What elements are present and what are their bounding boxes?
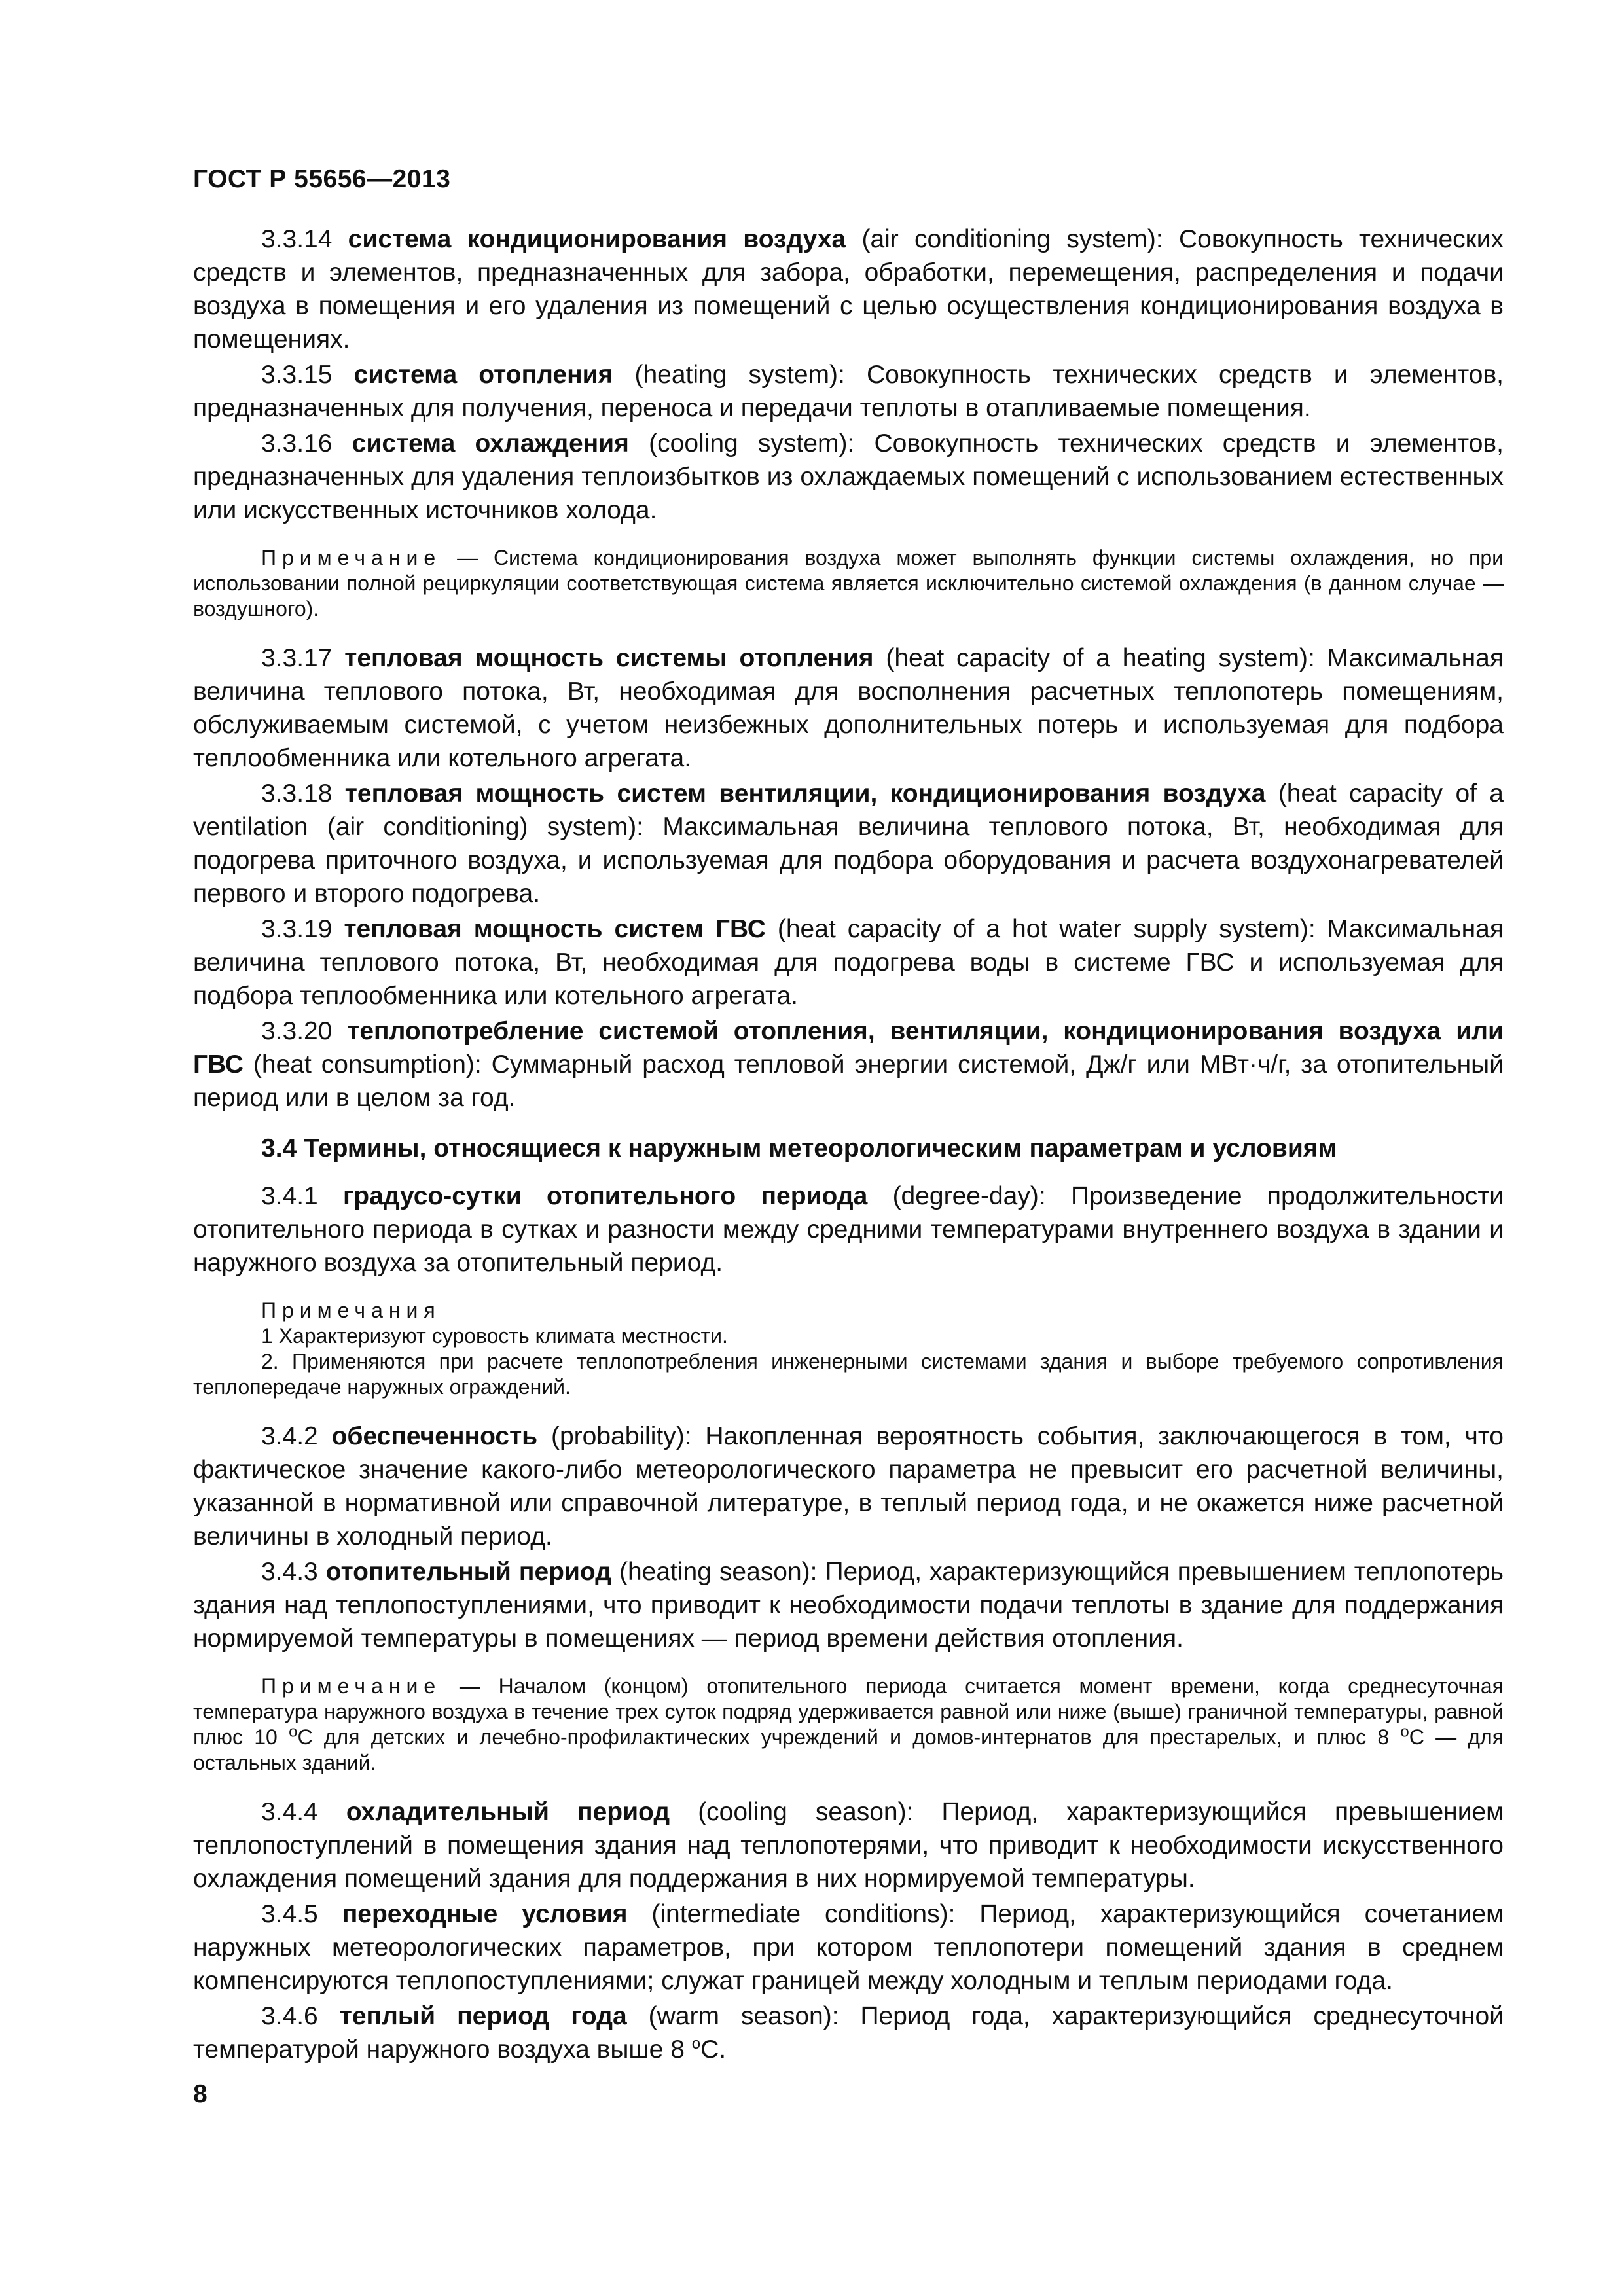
term-definition: (air conditioning system): Совокупность технических средств и элементов, предназначенных для забора, обработки, перемещения, распределения и подачи воздуха в помещения и его удаления из помещений с целью осуществления кондиционирования воздуха в помещениях. (193, 225, 1504, 353)
note-text: — Система кондиционирования воздуха может выполнять функции системы охлаждения, но при использовании полной рециркуляции соответствующая система является исключительно системой охлаждения (в данном случае — воздушного). (193, 546, 1504, 620)
term-title: отопительный период (325, 1558, 611, 1586)
notes-3-4-1 (193, 1298, 1504, 1400)
term-number: 3.3.17 (261, 644, 333, 672)
term-definition-b: С. (700, 2036, 727, 2064)
term-number: 3.3.19 (261, 915, 333, 943)
term-number: 3.4.3 (261, 1558, 318, 1586)
term-title: система отопления (353, 361, 613, 389)
page-number: 8 (193, 2080, 208, 2108)
term-title: система кондиционирования воздуха (348, 225, 846, 253)
term-definition: (heat capacity of a ventilation (air conditioning) system): Максимальная величина теплового потока, Вт, необходимая для подогрева приточного воздуха, и используемая для подбора оборудования и расчета воздухонагревателей первого и второго подогрева. (193, 780, 1504, 908)
term-number: 3.3.14 (261, 225, 333, 253)
term-3-3-17 (193, 641, 1504, 775)
note-3-4-3 (193, 1674, 1504, 1776)
term-3-4-2 (193, 1420, 1504, 1553)
term-title: охладительный период (346, 1798, 670, 1826)
term-definition: (intermediate conditions): Период, характеризующийся сочетанием наружных метеорологических параметров, при котором теплопотери помещений здания в среднем компенсируются теплопоступлениями; служат границей между холодным и теплым периодами года. (193, 1900, 1504, 1995)
note-paragraph (193, 1674, 1504, 1776)
term-number: 3.3.18 (261, 780, 333, 808)
term-definition: (degree-day): Произведение продолжительности отопительного периода в сутках и разности между средними температурами внутреннего воздуха в здании и наружного воздуха за отопительный период. (193, 1182, 1504, 1277)
term-3-4-6 (193, 2000, 1504, 2066)
term-definition-a: (warm season): Период года, характеризующийся среднесуточной температурой наружного воздуха выше 8 (193, 2002, 1504, 2064)
term-number: 3.4.1 (261, 1182, 318, 1210)
term-definition: (heat capacity of a heating system): Максимальная величина теплового потока, Вт, необходимая для восполнения расчетных теплопотерь помещениям, обслуживаемым системой, с учетом неизбежных дополнительных потерь и используемая для подбора теплообменника или котельного агрегата. (193, 644, 1504, 772)
term-number: 3.3.20 (261, 1017, 333, 1045)
notes-label-line (193, 1298, 1504, 1323)
term-title: обеспеченность (331, 1422, 538, 1450)
section-heading-3-4: 3.4 Термины, относящиеся к наружным метеорологическим параметрам и условиям (261, 1134, 1337, 1162)
term-3-3-16 (193, 427, 1504, 527)
note-text-a: — Началом (концом) отопительного периода считается момент времени, когда среднесуточная температура наружного воздуха в течение трех суток подряд удерживается равной или ниже (выше) граничной температуры, равной плюс 10 (193, 1674, 1504, 1749)
term-definition: (cooling system): Совокупность технических средств и элементов, предназначенных для удаления теплоизбытков из охлаждаемых помещений с использованием естественных или искусственных источников холода. (193, 429, 1504, 524)
term-definition: (cooling season): Период, характеризующийся превышением теплопоступлений в помещения здания над теплопотерями, что приводит к необходимости искусственного охлаждения помещений здания для поддержания в них нормируемой температуры. (193, 1798, 1504, 1893)
term-title: теплый период года (339, 2002, 627, 2030)
term-3-3-15 (193, 358, 1504, 425)
term-title: тепловая мощность систем вентиляции, кондиционирования воздуха (344, 780, 1266, 808)
page-content (193, 223, 1504, 2068)
term-3-4-5 (193, 1897, 1504, 1998)
term-3-3-20 (193, 1014, 1504, 1115)
term-3-3-19 (193, 912, 1504, 1013)
degree-symbol: о (289, 1723, 298, 1741)
term-definition: (heat consumption): Суммарный расход тепловой энергии системой, Дж/г или МВт·ч/г, за отопительный период или в целом за год. (193, 1050, 1504, 1112)
term-definition: (heat capacity of a hot water supply system): Максимальная величина теплового потока, Вт, необходимая для подогрева воды в системе ГВС и используемая для подбора теплообменника или котельного агрегата. (193, 915, 1504, 1010)
note-label: Примечание (261, 546, 442, 569)
term-title: теплопотребление системой отопления, вентиляции, кондиционирования воздуха или ГВС (193, 1017, 1504, 1079)
note-paragraph (193, 545, 1504, 622)
note-text-c: С — для остальных зданий. (193, 1725, 1504, 1774)
term-3-3-14 (193, 223, 1504, 356)
note-label: Примечания (261, 1299, 441, 1322)
note-3-3-16 (193, 545, 1504, 622)
note-item-2: 2. Применяются при расчете теплопотребления инженерными системами здания и выборе требуемого сопротивления теплопередаче наружных ограждений. (193, 1350, 1504, 1399)
term-number: 3.4.2 (261, 1422, 318, 1450)
term-title: тепловая мощность систем ГВС (344, 915, 766, 943)
term-number: 3.3.16 (261, 429, 333, 457)
term-title: градусо-сутки отопительного периода (343, 1182, 868, 1210)
term-3-4-1 (193, 1179, 1504, 1280)
term-title: переходные условия (342, 1900, 628, 1928)
term-title: система охлаждения (352, 429, 629, 457)
term-definition: (heating system): Совокупность технических средств и элементов, предназначенных для получения, переноса и передачи теплоты в отапливаемые помещения. (193, 361, 1504, 422)
document-header: ГОСТ Р 55656—2013 (193, 165, 451, 193)
degree-symbol: о (1400, 1723, 1409, 1741)
term-3-4-3 (193, 1555, 1504, 1655)
term-number: 3.4.6 (261, 2002, 318, 2030)
note-item-1: 1 Характеризуют суровость климата местности. (261, 1324, 728, 1348)
term-definition: (probability): Накопленная вероятность события, заключающегося в том, что фактическое значение какого-либо метеорологического параметра не превысит его расчетной величины, указанной в нормативной или справочной литературе, в теплый период года, и не окажется ниже расчетной величины в холодный период. (193, 1422, 1504, 1551)
note-text-b: С для детских и лечебно-профилактических учреждений и домов-интернатов для престарелых, и плюс 8 (297, 1725, 1401, 1749)
term-number: 3.3.15 (261, 361, 333, 389)
term-number: 3.4.4 (261, 1798, 318, 1826)
term-3-3-18 (193, 777, 1504, 910)
term-title: тепловая мощность системы отопления (344, 644, 874, 672)
term-3-4-4 (193, 1795, 1504, 1895)
term-definition: (heating season): Период, характеризующийся превышением теплопотерь здания над теплопоступлениями, что приводит к необходимости подачи теплоты в здание для поддержания нормируемой температуры в помещениях — период времени действия отопления. (193, 1558, 1504, 1653)
term-number: 3.4.5 (261, 1900, 318, 1928)
degree-symbol: о (691, 2035, 701, 2053)
note-label: Примечание (261, 1674, 442, 1698)
